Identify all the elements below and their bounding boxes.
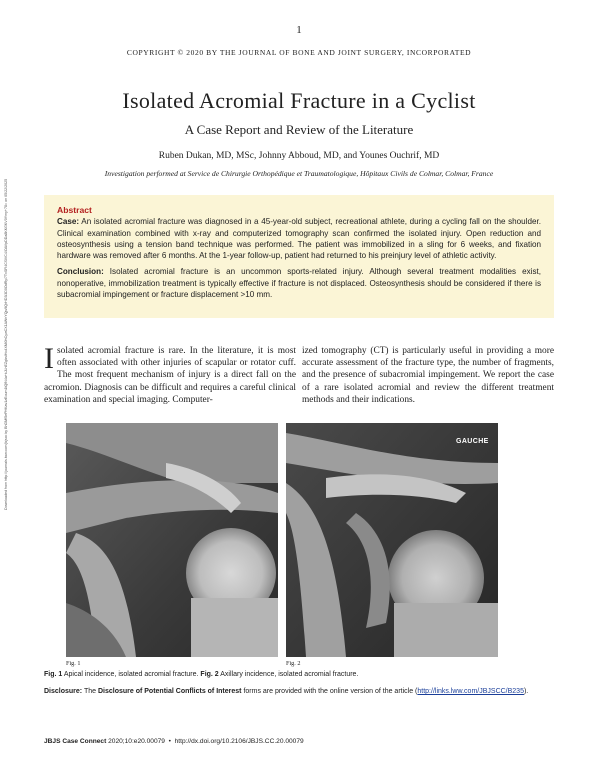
- download-stamp-text: Downloaded from http://journals.lww.com/jbjscc by BhDMf5ePHKav1zEoum1tQfN4a+kJLhEZgbsIHo4XMi0hCywCX1AWnYQp/IlQrHD3i3D0OdRyi7TvSFl4Cf3VC4/OAVpDDa8KKGKV0Ymy+78= on 05/22/2025: [4, 178, 8, 510]
- page-number: 1: [296, 24, 302, 36]
- conclusion-label: Conclusion:: [57, 267, 104, 277]
- body-column-right: [302, 345, 554, 406]
- abstract-heading: Abstract: [57, 205, 92, 215]
- disclosure-post: ).: [523, 688, 529, 695]
- disclosure-mid: forms are provided with the online version of the article (: [243, 688, 418, 695]
- footer-bullet: •: [168, 738, 171, 745]
- disclosure-note: [44, 688, 528, 695]
- caption-fig1-text: Apical incidence, isolated acromial fracture.: [63, 671, 199, 678]
- disclosure-link[interactable]: http://links.lww.com/JBJSCC/B235: [417, 688, 524, 695]
- figure-2-label: Fig. 2: [286, 660, 301, 667]
- case-label: Case:: [57, 217, 80, 227]
- copyright-line: COPYRIGHT © 2020 BY THE JOURNAL OF BONE AND JOINT SURGERY, INCORPORATED: [126, 48, 472, 57]
- abstract-box: [44, 195, 554, 318]
- page-footer: [44, 738, 304, 745]
- article-subtitle: A Case Report and Review of the Literature: [184, 122, 414, 137]
- footer-doi[interactable]: http://dx.doi.org/10.2106/JBJS.CC.20.00079: [174, 738, 304, 745]
- case-text: An isolated acromial fracture was diagnosed in a 45-year-old subject, recreational athlete, during a cycling fall on the shoulder. Clinical examination combined with x-ray and computerized tomography scan confirmed the isolated injury. Open reduction and osteosynthesis using a tension band technique was performed. The patient was immobilized in a sling for 6 weeks, and fixation hardware was removed after 6 months. At the 1-year follow-up, patient had returned to his preinjury level of athletic activity.: [57, 217, 541, 261]
- figure-2-radiograph: [286, 423, 498, 657]
- figure-caption: [44, 671, 358, 678]
- body-text-left: solated acromial fracture is rare. In the literature, it is most often associated with other injuries of scapular or rotator cuff. The most frequent mechanism of injury is a direct fall on the acromion. Diagnosis can be difficult and requires a careful clinical examination and special imaging. Computer-: [44, 346, 296, 405]
- institution-line: Investigation performed at Service de Chirurgie Orthopédique et Traumatologique, Hôpitaux Civils de Colmar, Colmar, France: [104, 169, 494, 178]
- disclosure-pre: The: [83, 688, 97, 695]
- footer-journal: JBJS Case Connect: [44, 738, 107, 745]
- figure-2-side-marker: GAUCHE: [456, 438, 489, 445]
- article-title: Isolated Acromial Fracture in a Cyclist: [122, 88, 476, 113]
- caption-fig2-label: Fig. 2: [200, 671, 219, 678]
- conclusion-text: Isolated acromial fracture is an uncommon sports-related injury. Although several treatment modalities exist, nonoperative, immobilization treatment is typically effective if fracture is not displaced. Osteosynthesis should be considered if there is subacromial impingement or fracture displacement >10 mm.: [57, 267, 541, 300]
- body-column-left: [44, 342, 296, 406]
- disclosure-forms-title: Disclosure of Potential Conflicts of Interest: [97, 688, 242, 695]
- figure-1-label: Fig. 1: [66, 660, 81, 667]
- drop-cap: I: [44, 342, 54, 375]
- download-stamp: [4, 178, 14, 510]
- author-list: Ruben Dukan, MD, MSc, Johnny Abboud, MD, and Younes Ouchrif, MD: [158, 151, 440, 161]
- footer-citation: 2020;10:e20.00079: [108, 738, 165, 745]
- disclosure-label: Disclosure:: [44, 688, 83, 695]
- caption-fig2-text: Axillary incidence, isolated acromial fracture.: [220, 671, 359, 678]
- body-text-right: ized tomography (CT) is particularly useful in providing a more accurate assessment of the fracture type, the number of fragments, and the presence of subacromial impingement. We report the case of a rare isolated acromial and review the different treatment methods and their indications.: [302, 346, 554, 405]
- figure-1-radiograph: [66, 423, 278, 657]
- caption-fig1-label: Fig. 1: [44, 671, 63, 678]
